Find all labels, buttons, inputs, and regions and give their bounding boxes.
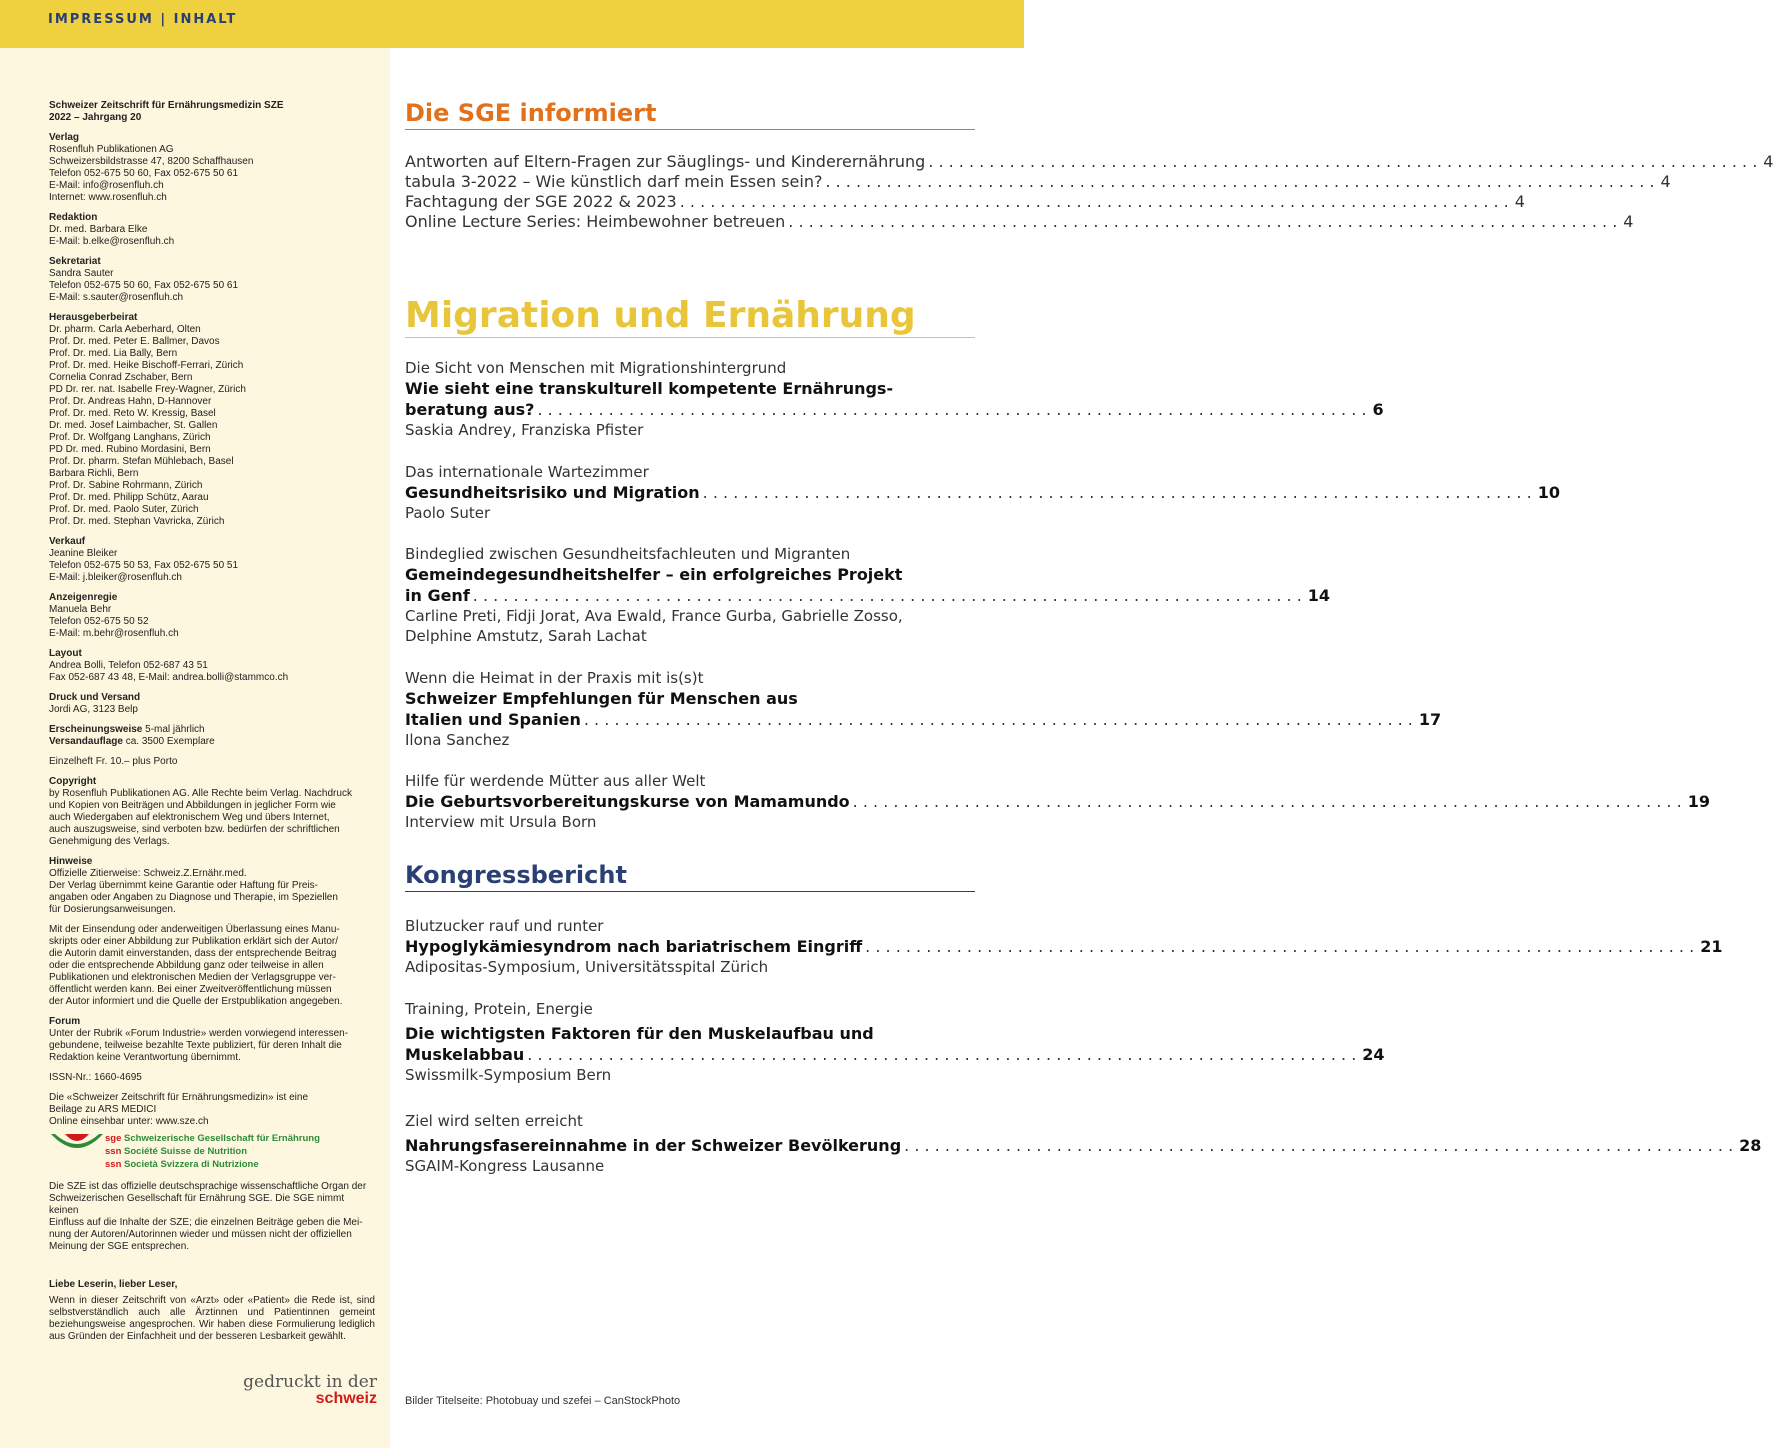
entry-title bbox=[405, 688, 1442, 730]
journal-title bbox=[49, 100, 375, 124]
entry-authors bbox=[405, 606, 975, 646]
impressum-line: Jeanine Bleiker bbox=[49, 548, 118, 559]
impressum-line: Dr. pharm. Carla Aeberhard, Olten bbox=[49, 324, 201, 335]
hinweise-text: Offizielle Zitierweise: Schweiz.Z.Ernähr.med. Der Verlag übernimmt keine Garantie oder Haftung für Preis- angaben oder Angaben zu Diagnose und Therapie, im Speziellen für Dosierungsanweisungen. bbox=[49, 868, 338, 915]
section-label: IMPRESSUM | INHALT bbox=[48, 12, 238, 27]
page-number: 21 bbox=[1700, 937, 1723, 956]
title-line: Gemeindegesundheitshelfer – ein erfolgreiches Projekt bbox=[405, 565, 903, 584]
impressum-line: E-Mail: b.elke@rosenfluh.ch bbox=[49, 236, 175, 247]
impressum-line: Sandra Sauter bbox=[49, 268, 114, 279]
entry-title: Online Lecture Series: Heimbewohner betreuen bbox=[405, 212, 786, 231]
leser-text: Wenn in dieser Zeitschrift von «Arzt» oder «Patient» die Rede ist, sind selbstverständlich auch alle Ärztinnen und Patientinnen gemeint beziehungsweise angesprochen. Wir haben diese Formulierung lediglich aus Gründen der Einfachheit und der besseren Lesbarkeit gewählt. bbox=[49, 1295, 375, 1342]
entry-authors bbox=[405, 812, 975, 832]
erscheinung-value: 5-mal jährlich bbox=[142, 724, 205, 735]
forum-text: Unter der Rubrik «Forum Industrie» werden vorwiegend interessen- gebundene, teilweise bezahlte Texte publiziert, für deren Inhalt die Redaktion keine Verantwortung übernimmt. bbox=[49, 1028, 349, 1063]
hinweise-heading: Hinweise bbox=[49, 856, 93, 867]
impressum-line: E-Mail: m.behr@rosenfluh.ch bbox=[49, 628, 179, 639]
issn: ISSN-Nr.: 1660-4695 bbox=[49, 1072, 142, 1083]
title-line: Italien und Spanien bbox=[405, 710, 581, 729]
toc-entry[interactable] bbox=[405, 212, 1634, 232]
section-rule bbox=[405, 337, 975, 338]
section-title: Kongressbericht bbox=[405, 861, 627, 889]
impressum-block bbox=[49, 692, 375, 716]
leader-dots: . . . . . . . . . . . . . . . . . . . . . . . . . . . . . . . . . . . . . . . . . . . . . . . . . . . . . . . . . . . . . . . . . . . . . . . . . . . . . . . . . . bbox=[527, 1045, 1357, 1064]
impressum-heading: Sekretariat bbox=[49, 256, 101, 267]
ssn-name-fr: Société Suisse de Nutrition bbox=[124, 1146, 248, 1157]
erscheinung-label: Erscheinungsweise bbox=[49, 724, 143, 735]
page-number: 6 bbox=[1372, 400, 1384, 419]
impressum-line: Rosenfluh Publikationen AG bbox=[49, 144, 174, 155]
impressum-line: Prof. Dr. Andreas Hahn, D-Hannover bbox=[49, 396, 212, 407]
impressum-line: PD Dr. med. Rubino Mordasini, Bern bbox=[49, 444, 211, 455]
leader-dots: . . . . . . . . . . . . . . . . . . . . . . . . . . . . . . . . . . . . . . . . . . . . . . . . . . . . . . . . . . . . . . . . . . . . . . . . . . . . . . . . . . bbox=[904, 1136, 1734, 1155]
entry-title bbox=[405, 1135, 1762, 1156]
title-row bbox=[405, 709, 1442, 730]
sge-name: Schweizerische Gesellschaft für Ernährung bbox=[124, 1133, 320, 1144]
sge-logo-icon bbox=[49, 1132, 105, 1168]
impressum-heading: Redaktion bbox=[49, 212, 98, 223]
entry-title bbox=[405, 936, 1723, 957]
entry-title bbox=[405, 564, 1331, 606]
leader-dots: . . . . . . . . . . . . . . . . . . . . . . . . . . . . . . . . . . . . . . . . . . . . . . . . . . . . . . . . . . . . . . . . . . . . . . . . . . . . . . . . . . bbox=[928, 152, 1758, 171]
impressum-line: E-Mail: s.sauter@rosenfluh.ch bbox=[49, 292, 184, 303]
title-line: beratung aus? bbox=[405, 400, 535, 419]
impressum-heading: Verlag bbox=[49, 132, 80, 143]
entry-authors bbox=[405, 503, 975, 523]
leader-dots: . . . . . . . . . . . . . . . . . . . . . . . . . . . . . . . . . . . . . . . . . . . . . . . . . . . . . . . . . . . . . . . . . . . . . . . . . . . . . . . . . . bbox=[825, 172, 1655, 191]
copyright-heading: Copyright bbox=[49, 776, 97, 787]
impressum-line: Prof. Dr. med. Paolo Suter, Zürich bbox=[49, 504, 199, 515]
impressum-line: E-Mail: info@rosenfluh.ch bbox=[49, 180, 164, 191]
toc-row[interactable] bbox=[405, 212, 1634, 232]
entry-title: Antworten auf Eltern-Fragen zur Säuglings- und Kinderernährung bbox=[405, 152, 926, 171]
leader-dots: . . . . . . . . . . . . . . . . . . . . . . . . . . . . . . . . . . . . . . . . . . . . . . . . . . . . . . . . . . . . . . . . . . . . . . . . . . . . . . . . . . bbox=[537, 400, 1367, 419]
image-credit: Bilder Titelseite: Photobuay und szefei – CanStockPhoto bbox=[405, 1395, 681, 1407]
impressum-line: Barbara Richli, Bern bbox=[49, 468, 139, 479]
leader-dots: . . . . . . . . . . . . . . . . . . . . . . . . . . . . . . . . . . . . . . . . . . . . . . . . . . . . . . . . . . . . . . . . . . . . . . . . . . . . . . . . . . bbox=[702, 483, 1532, 502]
author-line: SGAIM-Kongress Lausanne bbox=[405, 1157, 605, 1175]
impressum-block bbox=[49, 592, 375, 640]
impressum-line: Prof. Dr. Sabine Rohrmann, Zürich bbox=[49, 480, 203, 491]
einsendung-text: Mit der Einsendung oder anderweitigen Überlassung eines Manu- skripts oder einer Abbildung zur Publikation erklärt sich der Autor/ die Autorin damit einverstanden, dass der entsprechende Beitrag oder die entsprechende Abbildung ganz oder teilweise in allen Publikationen und elektronischen Medien der Verlagsgruppe ver- öffentlicht werden kann. Bei einer Zweitveröffentlichung müssen der Autor informiert und die Quelle der Erstpublikation angegeben. bbox=[49, 924, 343, 1007]
einzelheft: Einzelheft Fr. 10.– plus Porto bbox=[49, 756, 178, 767]
toc-row[interactable] bbox=[405, 192, 1525, 212]
leser-heading: Liebe Leserin, lieber Leser, bbox=[49, 1279, 178, 1290]
impressum-line: Dr. med. Josef Laimbacher, St. Gallen bbox=[49, 420, 218, 431]
printed-in-switzerland bbox=[232, 1373, 377, 1407]
beilage: Die «Schweizer Zeitschrift für Ernährungsmedizin» ist eine Beilage zu ARS MEDICI Online einsehbar unter: www.sze.ch bbox=[49, 1092, 308, 1127]
toc-row[interactable] bbox=[405, 172, 1671, 192]
title-line: Schweizer Empfehlungen für Menschen aus bbox=[405, 689, 798, 708]
author-line: Carline Preti, Fidji Jorat, Ava Ewald, France Gurba, Gabrielle Zosso, bbox=[405, 607, 903, 625]
sge-name-it bbox=[105, 1158, 320, 1171]
impressum-line: Prof. Dr. med. Reto W. Kressig, Basel bbox=[49, 408, 216, 419]
impressum-column bbox=[49, 100, 375, 1343]
author-line: Adipositas-Symposium, Universitätsspital Zürich bbox=[405, 958, 769, 976]
entry-authors bbox=[405, 420, 975, 440]
copyright-text: by Rosenfluh Publikationen AG. Alle Rechte beim Verlag. Nachdruck und Kopien von Beiträgen und Abbildungen in jeglicher Form wie auch Wiedergaben auf elektronischem Weg und übers Internet, auch auszugsweise, sind verboten bzw. bedürfen der schriftlichen Genehmigung des Verlags. bbox=[49, 788, 352, 847]
entry-authors bbox=[405, 957, 975, 977]
section-rule bbox=[405, 891, 975, 892]
impressum-line: Schweizersbildstrasse 47, 8200 Schaffhausen bbox=[49, 156, 254, 167]
entry-title bbox=[405, 482, 1560, 503]
impressum-line: Prof. Dr. med. Lia Bally, Bern bbox=[49, 348, 178, 359]
printed-line2: schweiz bbox=[315, 1390, 377, 1407]
title-row bbox=[405, 482, 1560, 503]
impressum-line: Jordi AG, 3123 Belp bbox=[49, 704, 138, 715]
toc-entry[interactable] bbox=[405, 192, 1525, 212]
ssn-name-it: Società Svizzera di Nutrizione bbox=[124, 1159, 259, 1170]
toc-entry[interactable] bbox=[405, 544, 1331, 646]
entry-authors bbox=[405, 1065, 975, 1085]
toc-entry[interactable] bbox=[405, 999, 1385, 1085]
page-number: 4 bbox=[1623, 212, 1634, 231]
toc-entry[interactable] bbox=[405, 771, 1710, 832]
impressum-block bbox=[49, 132, 375, 204]
toc-entry[interactable] bbox=[405, 152, 1773, 172]
impressum-heading: Verkauf bbox=[49, 536, 86, 547]
toc-entry[interactable] bbox=[405, 1111, 1762, 1176]
section-title: Die SGE informiert bbox=[405, 99, 657, 127]
impressum-line: Fax 052-687 43 48, E-Mail: andrea.bolli@stammco.ch bbox=[49, 672, 289, 683]
header-bar bbox=[0, 0, 1024, 48]
title-row bbox=[405, 791, 1710, 812]
author-line: Paolo Suter bbox=[405, 504, 491, 522]
impressum-line: Prof. Dr. med. Stephan Vavricka, Zürich bbox=[49, 516, 225, 527]
sge-abbr: sge bbox=[105, 1133, 122, 1144]
author-line: Ilona Sanchez bbox=[405, 731, 510, 749]
impressum-line: E-Mail: j.bleiker@rosenfluh.ch bbox=[49, 572, 182, 583]
page-number: 4 bbox=[1514, 192, 1525, 211]
ssn-abbr: ssn bbox=[105, 1146, 122, 1157]
forum bbox=[49, 1016, 375, 1064]
entry-kicker: Die Sicht von Menschen mit Migrationshintergrund bbox=[405, 359, 787, 377]
auflage-value: ca. 3500 Exemplare bbox=[122, 736, 215, 747]
impressum-line: Prof. Dr. Wolfgang Langhans, Zürich bbox=[49, 432, 211, 443]
entry-title bbox=[405, 791, 1710, 812]
impressum-line: Telefon 052-675 50 52 bbox=[49, 616, 149, 627]
journal-volume: 2022 – Jahrgang 20 bbox=[49, 112, 142, 123]
leader-dots: . . . . . . . . . . . . . . . . . . . . . . . . . . . . . . . . . . . . . . . . . . . . . . . . . . . . . . . . . . . . . . . . . . . . . . . . . . . . . . . . . . bbox=[472, 586, 1302, 605]
toc-entry[interactable] bbox=[405, 172, 1671, 192]
toc-entry[interactable] bbox=[405, 358, 1384, 440]
toc-entry[interactable] bbox=[405, 916, 1723, 977]
auflage-label: Versandauflage bbox=[49, 736, 123, 747]
sge-text: Die SZE ist das offizielle deutschsprachige wissenschaftliche Organ der Schweizerischen Gesellschaft für Ernährung SGE. Die SGE nimmt keinen Einfluss auf die Inhalte der SZE; die einzelnen Beiträge geben die Mei- nung der Autoren/Autorinnen wieder und müssen nicht der offiziellen Meinung der SGE entsprechen. bbox=[49, 1181, 367, 1252]
impressum-line: Prof. Dr. med. Peter E. Ballmer, Davos bbox=[49, 336, 220, 347]
entry-kicker: Wenn die Heimat in der Praxis mit is(s)t bbox=[405, 669, 704, 687]
impressum-line: Telefon 052-675 50 53, Fax 052-675 50 51 bbox=[49, 560, 239, 571]
sge-names bbox=[105, 1132, 320, 1171]
impressum-line: Internet: www.rosenfluh.ch bbox=[49, 192, 167, 203]
leader-dots: . . . . . . . . . . . . . . . . . . . . . . . . . . . . . . . . . . . . . . . . . . . . . . . . . . . . . . . . . . . . . . . . . . . . . . . . . . . . . . . . . . bbox=[852, 792, 1682, 811]
copyright bbox=[49, 776, 375, 848]
toc-entry[interactable] bbox=[405, 668, 1442, 750]
title-line: Muskelabbau bbox=[405, 1045, 525, 1064]
impressum-line: Prof. Dr. pharm. Stefan Mühlebach, Basel bbox=[49, 456, 234, 467]
entry-title bbox=[405, 1023, 1385, 1065]
impressum-line: PD Dr. rer. nat. Isabelle Frey-Wagner, Zürich bbox=[49, 384, 246, 395]
printed-line1: gedruckt in der bbox=[243, 1372, 377, 1392]
title-line: Wie sieht eine transkulturell kompetente Ernährungs- bbox=[405, 379, 894, 398]
page-number: 4 bbox=[1660, 172, 1671, 191]
impressum-heading: Layout bbox=[49, 648, 82, 659]
title-row bbox=[405, 1135, 1762, 1156]
entry-authors bbox=[405, 730, 975, 750]
entry-kicker: Training, Protein, Energie bbox=[405, 1000, 593, 1018]
page-number: 24 bbox=[1362, 1045, 1385, 1064]
entry-title: tabula 3-2022 – Wie künstlich darf mein Essen sein? bbox=[405, 172, 823, 191]
title-line: Die wichtigsten Faktoren für den Muskelaufbau und bbox=[405, 1024, 874, 1043]
entry-kicker: Bindeglied zwischen Gesundheitsfachleuten und Migranten bbox=[405, 545, 851, 563]
toc-section bbox=[405, 100, 975, 130]
sge-name-de bbox=[105, 1132, 320, 1145]
page-number: 19 bbox=[1687, 792, 1710, 811]
impressum-block bbox=[49, 212, 375, 248]
toc-section bbox=[405, 862, 975, 892]
impressum-blocks bbox=[49, 132, 375, 716]
title-row bbox=[405, 585, 1331, 606]
journal-name: Schweizer Zeitschrift für Ernährungsmedizin SZE bbox=[49, 100, 284, 111]
entry-kicker: Hilfe für werdende Mütter aus aller Welt bbox=[405, 772, 706, 790]
author-line: Interview mit Ursula Born bbox=[405, 813, 597, 831]
section-rule bbox=[405, 129, 975, 130]
leader-dots: . . . . . . . . . . . . . . . . . . . . . . . . . . . . . . . . . . . . . . . . . . . . . . . . . . . . . . . . . . . . . . . . . . . . . . . . . . . . . . . . . . bbox=[788, 212, 1618, 231]
impressum-block bbox=[49, 312, 375, 528]
impressum-heading: Anzeigenregie bbox=[49, 592, 118, 603]
title-row bbox=[405, 936, 1723, 957]
hinweise bbox=[49, 856, 375, 916]
impressum-line: Prof. Dr. med. Heike Bischoff-Ferrari, Zürich bbox=[49, 360, 244, 371]
impressum-line: Telefon 052-675 50 60, Fax 052-675 50 61 bbox=[49, 280, 239, 291]
title-line: Hypoglykämiesyndrom nach bariatrischem Eingriff bbox=[405, 937, 863, 956]
page-number: 4 bbox=[1763, 152, 1773, 171]
section-title: Migration und Ernährung bbox=[405, 295, 916, 336]
entry-kicker: Blutzucker rauf und runter bbox=[405, 917, 604, 935]
entry-title bbox=[405, 378, 1384, 420]
page-number: 10 bbox=[1537, 483, 1560, 502]
forum-heading: Forum bbox=[49, 1016, 81, 1027]
impressum-line: Cornelia Conrad Zschaber, Bern bbox=[49, 372, 193, 383]
title-line: Gesundheitsrisiko und Migration bbox=[405, 483, 700, 502]
sge-name-fr bbox=[105, 1145, 320, 1158]
page-number: 28 bbox=[1739, 1136, 1762, 1155]
entry-kicker: Ziel wird selten erreicht bbox=[405, 1112, 583, 1130]
impressum-line: Manuela Behr bbox=[49, 604, 112, 615]
impressum-line: Prof. Dr. med. Philipp Schütz, Aarau bbox=[49, 492, 209, 503]
entry-kicker: Das internationale Wartezimmer bbox=[405, 463, 649, 481]
impressum-block bbox=[49, 256, 375, 304]
title-line: in Genf bbox=[405, 586, 470, 605]
title-line: Nahrungsfasereinnahme in der Schweizer Bevölkerung bbox=[405, 1136, 902, 1155]
title-row bbox=[405, 399, 1384, 420]
author-line: Swissmilk-Symposium Bern bbox=[405, 1066, 612, 1084]
page-number: 14 bbox=[1307, 586, 1331, 605]
page-number: 17 bbox=[1418, 710, 1442, 729]
leader-dots: . . . . . . . . . . . . . . . . . . . . . . . . . . . . . . . . . . . . . . . . . . . . . . . . . . . . . . . . . . . . . . . . . . . . . . . . . . . . . . . . . . bbox=[583, 710, 1413, 729]
leader-dots: . . . . . . . . . . . . . . . . . . . . . . . . . . . . . . . . . . . . . . . . . . . . . . . . . . . . . . . . . . . . . . . . . . . . . . . . . . . . . . . . . . bbox=[679, 192, 1509, 211]
impressum-heading: Herausgeberbeirat bbox=[49, 312, 138, 323]
impressum-line: Andrea Bolli, Telefon 052-687 43 51 bbox=[49, 660, 208, 671]
leader-dots: . . . . . . . . . . . . . . . . . . . . . . . . . . . . . . . . . . . . . . . . . . . . . . . . . . . . . . . . . . . . . . . . . . . . . . . . . . . . . . . . . . bbox=[865, 937, 1695, 956]
author-line: Delphine Amstutz, Sarah Lachat bbox=[405, 627, 647, 645]
toc-section bbox=[405, 295, 975, 338]
ssn-abbr: ssn bbox=[105, 1159, 122, 1170]
entry-title: Fachtagung der SGE 2022 & 2023 bbox=[405, 192, 677, 211]
toc-row[interactable] bbox=[405, 152, 1773, 172]
impressum-line: Dr. med. Barbara Elke bbox=[49, 224, 148, 235]
title-line: Die Geburtsvorbereitungskurse von Mamamundo bbox=[405, 792, 850, 811]
erscheinung bbox=[49, 724, 375, 748]
toc-entry[interactable] bbox=[405, 462, 1560, 523]
impressum-block bbox=[49, 648, 375, 684]
impressum-heading: Druck und Versand bbox=[49, 692, 141, 703]
title-row bbox=[405, 1044, 1385, 1065]
impressum-line: Telefon 052-675 50 60, Fax 052-675 50 61 bbox=[49, 168, 239, 179]
entry-authors bbox=[405, 1156, 975, 1176]
impressum-block bbox=[49, 536, 375, 584]
sge-logo bbox=[49, 1132, 375, 1171]
author-line: Saskia Andrey, Franziska Pfister bbox=[405, 421, 644, 439]
